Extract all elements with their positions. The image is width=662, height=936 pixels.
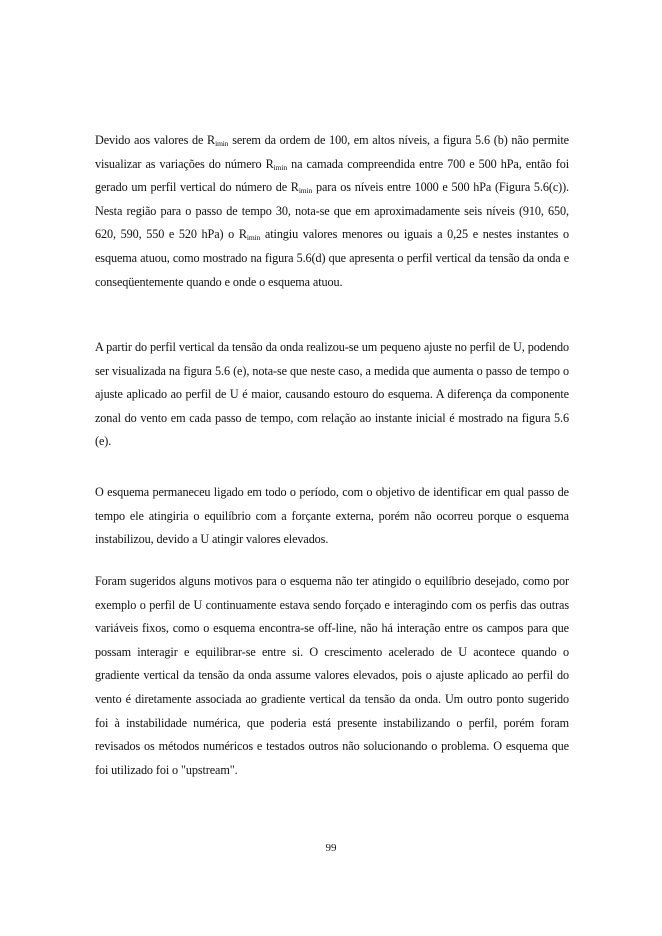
subscript-imin: imin [215,139,229,148]
paragraph-text: na camada compreendida entre 700 e 500 hPa, então foi gerado um perfil vertical do número de R [95,156,569,195]
paragraph-text: serem da ordem de 100, em altos níveis, a figura 5.6 (b) não permite visualizar as variações do número R [95,133,569,171]
paragraph-text: Devido aos valores de R [95,133,216,147]
paragraph-text: atingiu valores menores ou iguais a 0,25 e nestes instantes o esquema atuou, como mostrado na figura 5.6(d) que apresenta o perfil vertical da tensão da onda e conseqüentemente quando e onde o esquema atuou. [95,227,569,289]
page-number: 99 [325,842,337,854]
paragraph-suggested-reasons: Foram sugeridos alguns motivos para o esquema não ter atingido o equilíbrio desejado, como por exemplo o perfil de U continuamente estava sendo forçado e interagindo com os perfis das outras variáveis fixos, como o esquema encontra-se off-line, não há interação entre os campos para que possam interagir e equilibrar-se entre si. O crescimento acelerado de U acontece quando o gradiente vertical da tensão da onda assume valores elevados, pois o ajuste aplicado ao perfil do vento é diretamente associada ao gradiente vertical da tensão da onda. Um outro ponto sugerido foi à instabilidade numérica, que poderia está presente instabilizando o perfil, porém foram revisados os métodos numéricos e testados outros não solucionando o problema. O esquema que foi utilizado foi o "upstream". [95,574,569,777]
paragraph-scheme-equilibrium: O esquema permaneceu ligado em todo o período, com o objetivo de identificar em qual passo de tempo ele atingiria o equilíbrio com a forçante externa, porém não ocorreu porque o esquema instabilizou, devido a U atingir valores elevados. [95,485,569,547]
subscript-imin: imin [273,162,287,172]
paragraph-richardson-number [95,129,569,294]
paragraph-text: para os níveis entre 1000 e 500 hPa (Figura 5.6(c)). Nesta região para o passo de tempo 30, nota-se que em aproximadamente seis níveis (910, 650, 620, 590, 550 e 520 hPa) o R [95,180,569,242]
subscript-imin: imin [298,186,313,196]
subscript-imin: imin [246,233,261,243]
paragraph-wave-stress-adjustment: A partir do perfil vertical da tensão da onda realizou-se um pequeno ajuste no perfil de U, podendo ser visualizada na figura 5.6 (e), nota-se que neste caso, a medida que aumenta o passo de tempo o ajuste aplicado ao perfil de U é maior, causando estouro do esquema. A diferença da componente zonal do vento em cada passo de tempo, com relação ao instante inicial é mostrado na figura 5.6 (e). [95,340,569,449]
